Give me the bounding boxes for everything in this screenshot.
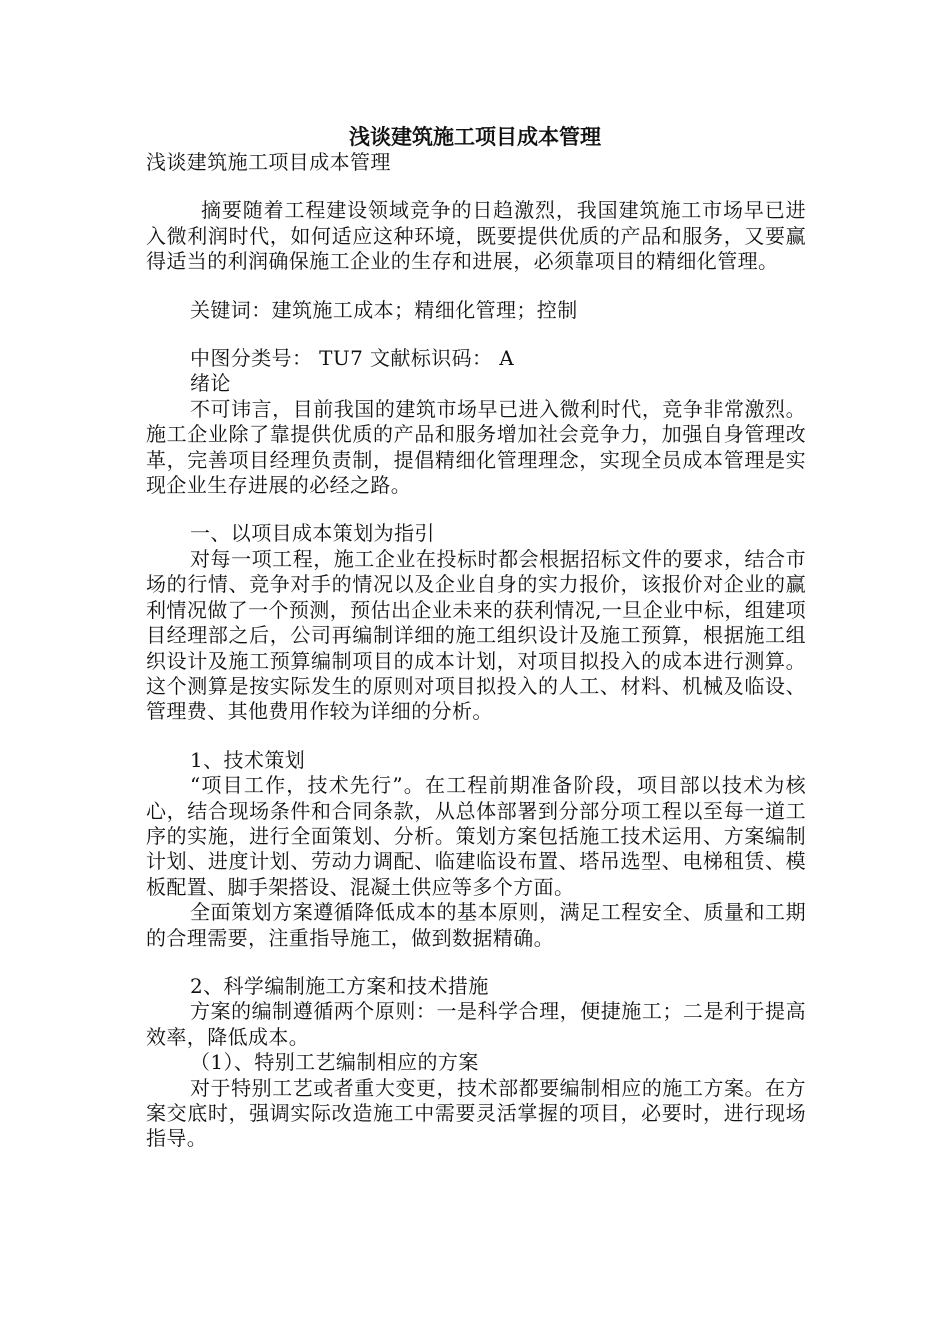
intro-heading: 绪论 xyxy=(190,371,231,396)
intro-paragraph: 不可讳言，目前我国的建筑市场早已进入微利时代，竞争非常激烈。施工企业除了靠提供优质的产品和服务增加社会竞争力，加强自身管理改革，完善项目经理负责制，提倡精细化管理理念，实现全员成本管理是实现企业生存进展的必经之路。 xyxy=(146,396,806,498)
subsection2-item1-paragraph: 对于特别工艺或者重大变更，技术部都要编制相应的施工方案。在方案交底时，强调实际改造施工中需要灵活掌握的项目，必要时，进行现场指导。 xyxy=(146,1075,806,1151)
subsection1-paragraph-2: 全面策划方案遵循降低成本的基本原则，满足工程安全、质量和工期的合理需要，注重指导施工，做到数据精确。 xyxy=(146,900,806,950)
section1-heading: 一、以项目成本策划为指引 xyxy=(190,521,435,546)
section1-paragraph: 对每一项工程，施工企业在投标时都会根据招标文件的要求，结合市场的行情、竞争对手的情况以及企业自身的实力报价，该报价对企业的赢利情况做了一个预测，预估出企业未来的获利情况,一旦企业中标，组建项目经理部之后，公司再编制详细的施工组织设计及施工预算，根据施工组织设计及施工预算编制项目的成本计划，对项目拟投入的成本进行测算。这个测算是按实际发生的原则对项目拟投入的人工、材料、机械及临设、管理费、其他费用作较为详细的分析。 xyxy=(146,546,806,724)
classification-line: 中图分类号： TU7 文献标识码： A xyxy=(190,346,515,371)
subsection1-heading: 1、技术策划 xyxy=(190,747,306,772)
keywords-line: 关键词：建筑施工成本；精细化管理；控制 xyxy=(190,297,578,322)
document-body xyxy=(146,150,806,1152)
subsection1-paragraph-1: “项目工作，技术先行”。在工程前期准备阶段，项目部以技术为核心，结合现场条件和合同条款，从总体部署到分部分项工程以至每一道工序的实施，进行全面策划、分析。策划方案包括施工技术运用、方案编制计划、进度计划、劳动力调配、临建临设布置、塔吊选型、电梯租赁、模板配置、脚手架搭设、混凝土供应等多个方面。 xyxy=(146,773,806,899)
document-subtitle: 浅谈建筑施工项目成本管理 xyxy=(146,150,391,174)
subsection2-item1-heading: （1）、特别工艺编制相应的方案 xyxy=(190,1050,479,1075)
subsection2-heading: 2、科学编制施工方案和技术措施 xyxy=(190,973,489,998)
subsection2-paragraph: 方案的编制遵循两个原则：一是科学合理，便捷施工；二是利于提高效率，降低成本。 xyxy=(146,999,806,1049)
abstract-paragraph: 摘要随着工程建设领域竞争的日趋激烈，我国建筑施工市场早已进入微利润时代，如何适应这种环境，既要提供优质的产品和服务，又要赢得适当的利润确保施工企业的生存和进展，必须靠项目的精细化管理。 xyxy=(146,198,806,274)
document-title: 浅谈建筑施工项目成本管理 xyxy=(349,125,601,149)
